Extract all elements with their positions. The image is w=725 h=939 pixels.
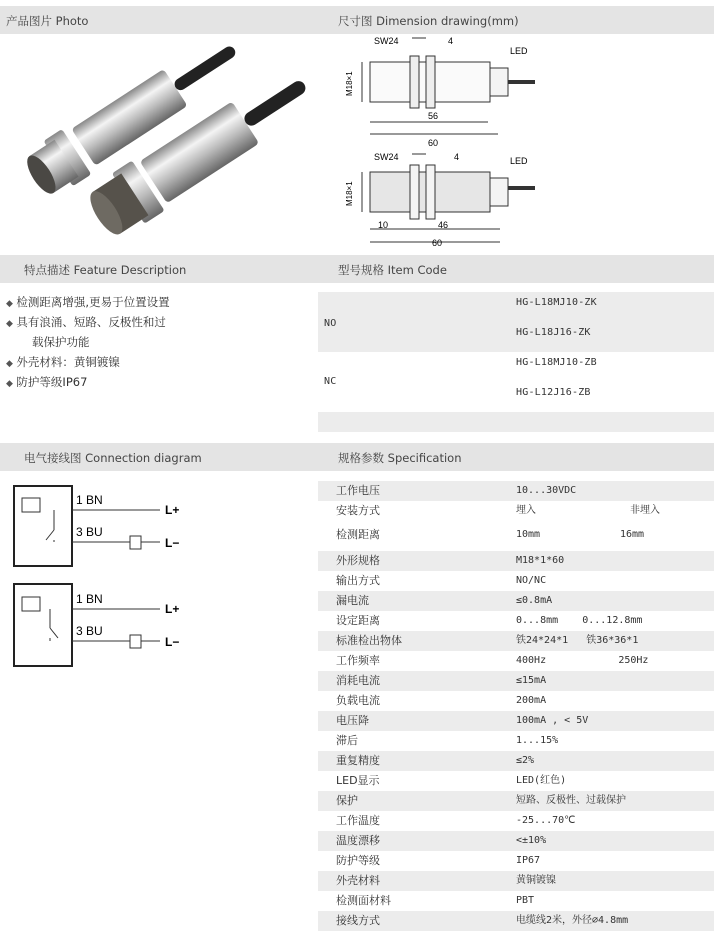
feature-list xyxy=(6,292,306,392)
top-len-a: 56 xyxy=(428,111,439,121)
top-led-label: LED xyxy=(510,46,528,56)
spec-row: 工作电压 10...30VDC xyxy=(318,481,714,501)
connection-header: 电气接线图 Connection diagram xyxy=(24,451,202,465)
spec-header: 规格参数 Specification xyxy=(338,451,462,465)
item-code: HG-L18MJ10-ZB xyxy=(516,357,597,368)
terminal-minus: L− xyxy=(165,635,180,649)
spec-row: LED显示 LED(红色) xyxy=(336,774,567,787)
spec-row: 外壳材料 黄铜镀镍 xyxy=(318,871,714,891)
spec-row: 工作频率 400Hz 250Hz xyxy=(336,654,649,667)
top-sw-label: SW24 xyxy=(374,36,399,46)
spec-row: 检测距离 10mm 16mm xyxy=(336,528,645,541)
spec-row: 检测面材料 PBT xyxy=(336,894,535,907)
spec-row: 安装方式 埋入 非埋入 xyxy=(336,504,660,517)
spec-row: 重复精度 ≤2% xyxy=(318,751,714,771)
feature-item: ◆ 检测距离增强,更易于位置设置 xyxy=(6,295,170,309)
wire-label-bu: 3 BU xyxy=(76,624,103,638)
feature-item: 载保护功能 xyxy=(32,335,90,349)
item-code-footer xyxy=(318,412,714,432)
item-code-header: 型号规格 Item Code xyxy=(338,263,447,277)
bottom-nut-label: 4 xyxy=(454,152,460,162)
photo-header: 产品图片 Photo xyxy=(6,14,89,28)
feature-item: ◆ 防护等级IP67 xyxy=(6,375,88,389)
top-thread-label: M18×1 xyxy=(345,71,354,96)
item-code: HG-L12J16-ZB xyxy=(516,387,591,398)
item-group-label: NC xyxy=(324,376,337,387)
item-code: HG-L18J16-ZK xyxy=(516,327,591,338)
top-len-b: 60 xyxy=(428,138,439,148)
terminal-plus: L+ xyxy=(165,503,180,517)
spec-row: 外形规格 M18*1*60 xyxy=(318,551,714,571)
spec-row: 温度漂移 <±10% xyxy=(318,831,714,851)
spec-row: 电压降 100mA , < 5V xyxy=(318,711,714,731)
feature-item: ◆ 外壳材料：黄铜镀镍 xyxy=(6,355,120,369)
dimension-drawing xyxy=(340,34,560,249)
dimension-header: 尺寸图 Dimension drawing(mm) xyxy=(338,14,519,28)
spec-row: 漏电流 ≤0.8mA xyxy=(318,591,714,611)
product-photo xyxy=(8,40,308,240)
bottom-len-front: 10 xyxy=(378,220,389,230)
spec-row: 滞后 1...15% xyxy=(336,734,559,747)
feature-item: ◆ 具有浪涌、短路、反极性和过 xyxy=(6,315,166,329)
terminal-minus: L− xyxy=(165,536,180,550)
spec-row: 设定距离 0...8mm 0...12.8mm xyxy=(336,614,643,627)
wire-label-bn: 1 BN xyxy=(76,592,103,606)
spec-row: 接线方式 电缆线2米，外径∅4.8mm xyxy=(318,911,714,931)
bottom-len-a: 46 xyxy=(438,220,449,230)
bottom-sw-label: SW24 xyxy=(374,152,399,162)
bottom-led-label: LED xyxy=(510,156,528,166)
spec-row: 保护 短路、反极性、过载保护 xyxy=(318,791,714,811)
bottom-thread-label: M18×1 xyxy=(345,181,354,206)
top-nut-label: 4 xyxy=(448,36,454,46)
item-group-label: NO xyxy=(324,318,337,329)
spec-row: 负载电流 200mA xyxy=(336,694,547,707)
bottom-len-b: 60 xyxy=(432,238,443,248)
spec-row: 输出方式 NO/NC xyxy=(336,574,547,587)
item-code: HG-L18MJ10-ZK xyxy=(516,297,597,308)
terminal-plus: L+ xyxy=(165,602,180,616)
connection-diagram xyxy=(10,480,210,675)
feature-header: 特点描述 Feature Description xyxy=(24,263,187,277)
spec-row: 标准检出物体 铁24*24*1 铁36*36*1 xyxy=(318,631,714,651)
spec-row: 防护等级 IP67 xyxy=(336,854,541,867)
wire-label-bn: 1 BN xyxy=(76,493,103,507)
spec-row: 工作温度 -25...70℃ xyxy=(336,814,576,827)
spec-row: 消耗电流 ≤15mA xyxy=(318,671,714,691)
wire-label-bu: 3 BU xyxy=(76,525,103,539)
